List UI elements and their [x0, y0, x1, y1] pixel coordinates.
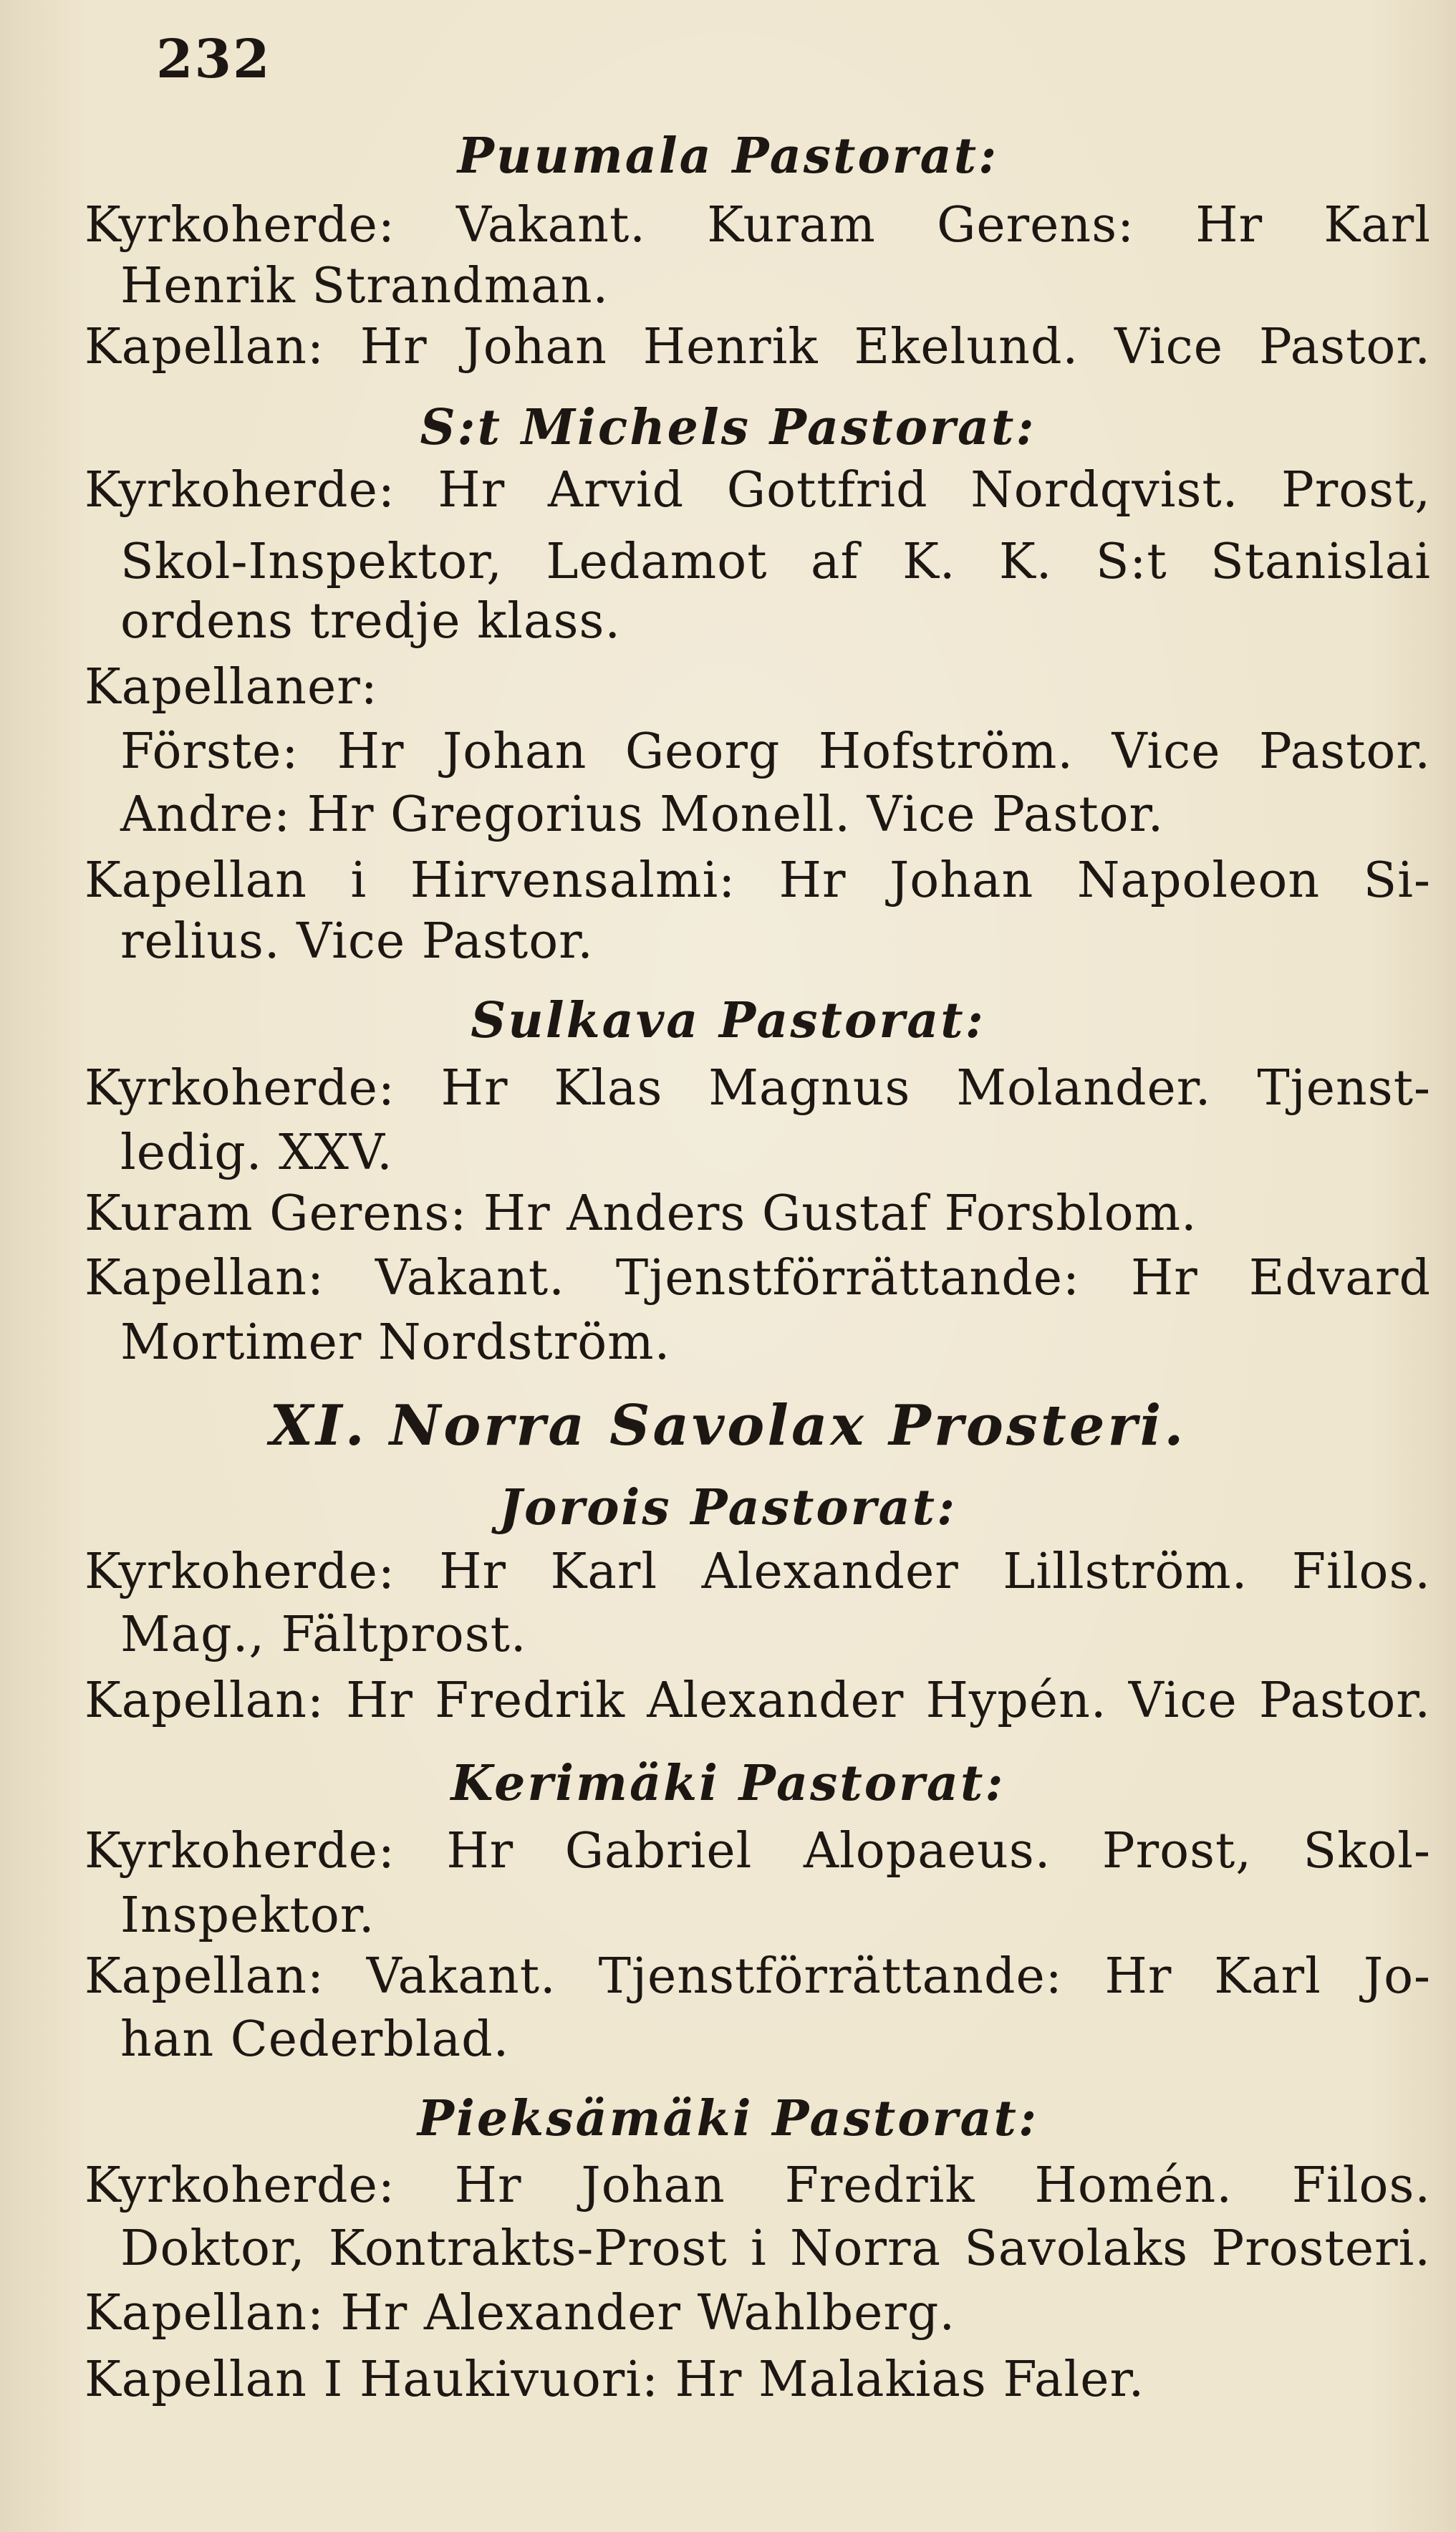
text-line: Doktor, Kontrakts-Prost i Norra Savolaks Prosteri. [120, 2220, 1431, 2277]
heading-pieksamaki: Pieksämäki Pastorat: [417, 2090, 1039, 2147]
text-line: Kyrkoherde: Vakant. Kuram Gerens: Hr Karl [85, 197, 1431, 254]
heading-jorois: Jorois Pastorat: [498, 1479, 958, 1536]
heading-puumala: Puumala Pastorat: [457, 127, 999, 185]
text-line: Andre: Hr Gregorius Monell. Vice Pastor. [120, 786, 1165, 843]
text-line: Kyrkoherde: Hr Gabriel Alopaeus. Prost, Skol- [85, 1823, 1431, 1879]
text-line: Kapellan i Hirvensalmi: Hr Johan Napoleon Si- [85, 852, 1431, 909]
text-line: Mortimer Nordström. [120, 1314, 671, 1371]
heading-sulkava: Sulkava Pastorat: [471, 992, 985, 1049]
text-line: ordens tredje klass. [120, 593, 621, 650]
text-line: Förste: Hr Johan Georg Hofström. Vice Pastor. [120, 723, 1431, 780]
text-line: han Cederblad. [120, 2011, 510, 2068]
text-line: Kyrkoherde: Hr Johan Fredrik Homén. Filos. [85, 2157, 1431, 2214]
text-line: Henrik Strandman. [120, 258, 609, 314]
text-line: Kapellan: Hr Johan Henrik Ekelund. Vice Pastor. [85, 319, 1431, 375]
text-line: Kapellan: Vakant. Tjenstförrättande: Hr Karl Jo- [85, 1948, 1431, 2005]
text-line: Kapellan: Hr Fredrik Alexander Hypén. Vice Pastor. [85, 1672, 1431, 1729]
page-number: 232 [156, 29, 271, 90]
text-line: Kapellan I Haukivuori: Hr Malakias Faler. [85, 2352, 1145, 2408]
text-line: Kapellan: Hr Alexander Wahlberg. [85, 2285, 956, 2341]
text-line: Kuram Gerens: Hr Anders Gustaf Forsblom. [85, 1185, 1197, 1242]
text-line: Skol-Inspektor, Ledamot af K. K. S:t Stanislai [120, 534, 1431, 590]
heading-kerimaki: Kerimäki Pastorat: [450, 1755, 1006, 1812]
text-line: Kyrkoherde: Hr Karl Alexander Lillström. Filos. [85, 1544, 1431, 1600]
text-line: Kyrkoherde: Hr Arvid Gottfrid Nordqvist. Prost, [85, 462, 1431, 519]
text-line: Kyrkoherde: Hr Klas Magnus Molander. Tjenst- [85, 1060, 1431, 1117]
text-line: ledig. XXV. [120, 1125, 393, 1181]
text-line: Kapellan: Vakant. Tjenstförrättande: Hr Edvard [85, 1250, 1431, 1306]
text-line: Kapellaner: [85, 659, 378, 716]
text-line: Inspektor. [120, 1887, 375, 1944]
section-heading: XI. Norra Savolax Prosteri. [269, 1393, 1187, 1458]
heading-st-michels: S:t Michels Pastorat: [420, 399, 1036, 456]
text-line: relius. Vice Pastor. [120, 913, 594, 970]
text-line: Mag., Fältprost. [120, 1607, 527, 1663]
